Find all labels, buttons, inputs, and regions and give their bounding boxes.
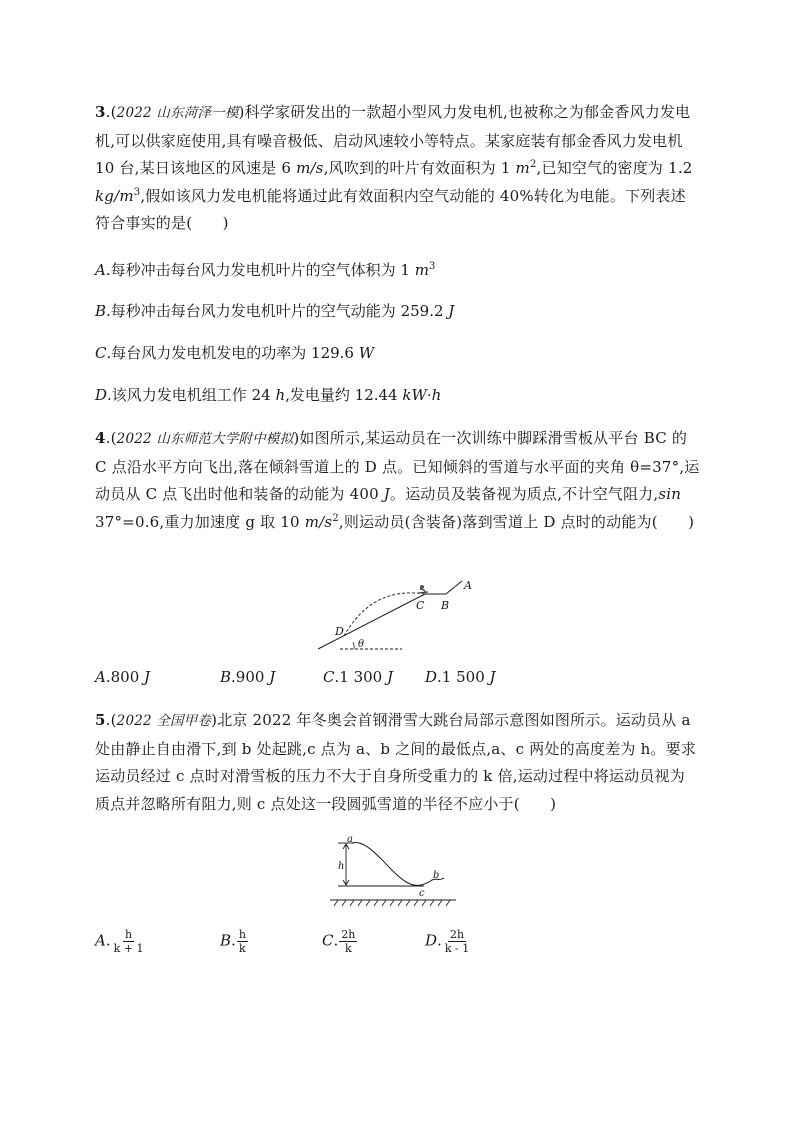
unit: J xyxy=(269,668,276,686)
question-source: 2022 山东菏泽一模 xyxy=(116,105,239,121)
option-label: C xyxy=(322,931,334,950)
stem-text: 。运动员及装备视为质点,不计空气阻力, xyxy=(390,485,659,503)
paren-close: ) xyxy=(211,711,218,729)
sin-function: sin xyxy=(658,485,682,503)
label-a: a xyxy=(347,834,353,845)
option-c xyxy=(323,668,393,686)
option-text: .900 xyxy=(231,668,270,686)
option-dot: . xyxy=(437,931,442,950)
label-h: h xyxy=(338,861,345,872)
stem-text: ,假如该风力发电机能将通过此有效面积内空气动能的 40%转化为电能。下列表述符合事实的是( ) xyxy=(95,186,686,232)
option-label: A xyxy=(95,931,106,950)
ground-hatching xyxy=(334,900,450,906)
label-theta: θ xyxy=(358,639,365,650)
option-label: A xyxy=(95,668,106,686)
stem-text: ,风吹到的叶片有效面积为 1 xyxy=(323,159,516,177)
fraction xyxy=(237,928,248,955)
option-label: A xyxy=(95,261,106,279)
unit: J xyxy=(386,668,393,686)
paren-close: ) xyxy=(238,103,245,121)
option-label: D xyxy=(95,386,108,404)
question-3-stem xyxy=(95,99,700,238)
option-label: C xyxy=(323,668,335,686)
question-3-option-d xyxy=(95,384,441,406)
paren-open: .( xyxy=(105,711,117,729)
option-b xyxy=(220,668,275,686)
superscript: 2 xyxy=(529,159,537,170)
numerator: h xyxy=(125,928,133,941)
unit: m xyxy=(414,261,429,279)
question-5-option-b xyxy=(220,928,248,955)
option-text: .每台风力发电机发电的功率为 129.6 xyxy=(106,344,359,362)
option-label: D xyxy=(425,668,438,686)
paren-open: .( xyxy=(105,103,117,121)
question-4-stem xyxy=(95,425,700,536)
unit: m/s xyxy=(304,512,333,531)
unit: J xyxy=(144,668,151,686)
denominator: k + 1 xyxy=(113,942,144,955)
question-number: 4 xyxy=(95,429,106,447)
superscript: 3 xyxy=(133,186,141,198)
option-text: .每秒冲击每台风力发电机叶片的空气动能为 259.2 xyxy=(106,302,449,320)
question-3-option-c xyxy=(95,342,374,364)
stem-text: 北京 2022 年冬奥会首钢滑雪大跳台局部示意图如图所示。运动员从 a 处由静止自由滑下,到 b 处起跳,c 点为 a、b 之间的最低点,a、c 两处的高度差为 h。要求运动员经过 c 点时对滑雪板的压力不大于自身所受重力的 k 倍,运动过程中将运动员视为质点并忽略所有阻力,则 c 点处这一段圆弧雪道的半径不应小于( ) xyxy=(95,711,697,813)
option-dot: . xyxy=(105,931,111,950)
option-text: .1 500 xyxy=(437,668,490,686)
question-source: 2022 山东师范大学附中模拟 xyxy=(116,431,294,447)
stem-text: ,已知空气的密度为 1.2 xyxy=(536,159,693,177)
skier-icon xyxy=(418,585,428,593)
paren-close: ) xyxy=(293,429,300,447)
option-label: B xyxy=(95,302,107,320)
slope-line xyxy=(318,594,425,649)
option-dot: . xyxy=(333,931,339,950)
fraction xyxy=(112,928,146,955)
unit: h xyxy=(275,386,286,404)
option-text: .1 300 xyxy=(334,668,387,686)
question-5-option-a xyxy=(95,928,146,955)
option-label: B xyxy=(220,931,232,950)
unit: W xyxy=(358,344,375,362)
option-d xyxy=(425,668,496,686)
unit: J xyxy=(489,668,496,686)
label-c: C xyxy=(416,599,425,612)
option-label: C xyxy=(95,344,107,362)
question-3-option-b xyxy=(95,300,454,322)
unit: J xyxy=(448,302,455,320)
option-text: .该风力发电机组工作 24 xyxy=(107,386,276,404)
question-number: 5 xyxy=(95,711,106,729)
unit: J xyxy=(383,485,390,503)
denominator: k xyxy=(239,942,246,955)
stem-text: 科学家研发出的一款超小型风力发电机,也被称之为郁金香风力发电机,可以供家庭使用,具有噪音极低、启动风速较小等特点。某家庭装有郁金香风力发电机 10 台,某日该地区的风速是 6 xyxy=(95,103,691,177)
label-c: c xyxy=(419,888,425,899)
label-b: b xyxy=(433,870,440,881)
track-curve xyxy=(352,843,444,886)
option-text: .800 xyxy=(105,668,145,686)
option-text: .每秒冲击每台风力发电机叶片的空气体积为 1 xyxy=(105,261,415,279)
option-a xyxy=(95,668,150,686)
option-label: D xyxy=(425,931,438,950)
superscript: 2 xyxy=(332,512,339,524)
superscript: 3 xyxy=(428,261,436,272)
paren-open: .( xyxy=(105,429,117,447)
unit: kg/m xyxy=(95,186,134,205)
stem-text: ,则运动员(含装备)落到雪道上 D 点时的动能为( ) xyxy=(338,512,695,531)
question-5-option-c xyxy=(322,928,357,955)
question-3-option-a xyxy=(95,259,435,281)
stem-text: 如图所示,某运动员在一次训练中脚踩滑雪板从平台 BC 的 C 点沿水平方向飞出,落在倾斜雪道上的 D 点。已知倾斜的雪道与水平面的夹角 θ=37°,运动员从 C 点飞出时他和装备的动能为 400 xyxy=(95,429,700,503)
unit: m/s xyxy=(296,159,324,177)
question-5-option-d xyxy=(425,928,471,955)
ski-jump-slope-figure xyxy=(312,578,482,654)
fraction xyxy=(339,928,357,955)
question-source: 2022 全国甲卷 xyxy=(116,713,212,729)
ski-track-figure xyxy=(330,834,460,910)
denominator: k xyxy=(344,942,352,955)
denominator: k - 1 xyxy=(444,942,470,955)
option-text: ,发电量约 12.44 xyxy=(285,386,403,404)
numerator: 2h xyxy=(449,928,465,941)
label-a: A xyxy=(464,579,472,592)
angle-arc xyxy=(353,642,354,649)
numerator: h xyxy=(238,928,246,941)
unit: m xyxy=(515,159,530,177)
stem-text: 37°=0.6,重力加速度 g 取 10 xyxy=(95,512,305,531)
numerator: 2h xyxy=(341,928,356,941)
question-number: 3 xyxy=(95,103,106,121)
label-b: B xyxy=(441,599,450,612)
label-d: D xyxy=(335,625,344,638)
ramp-line xyxy=(446,581,462,594)
option-dot: . xyxy=(231,931,236,950)
question-5-stem xyxy=(95,707,700,818)
fraction xyxy=(443,928,471,955)
option-label: B xyxy=(220,668,232,686)
unit: kW·h xyxy=(402,386,442,404)
